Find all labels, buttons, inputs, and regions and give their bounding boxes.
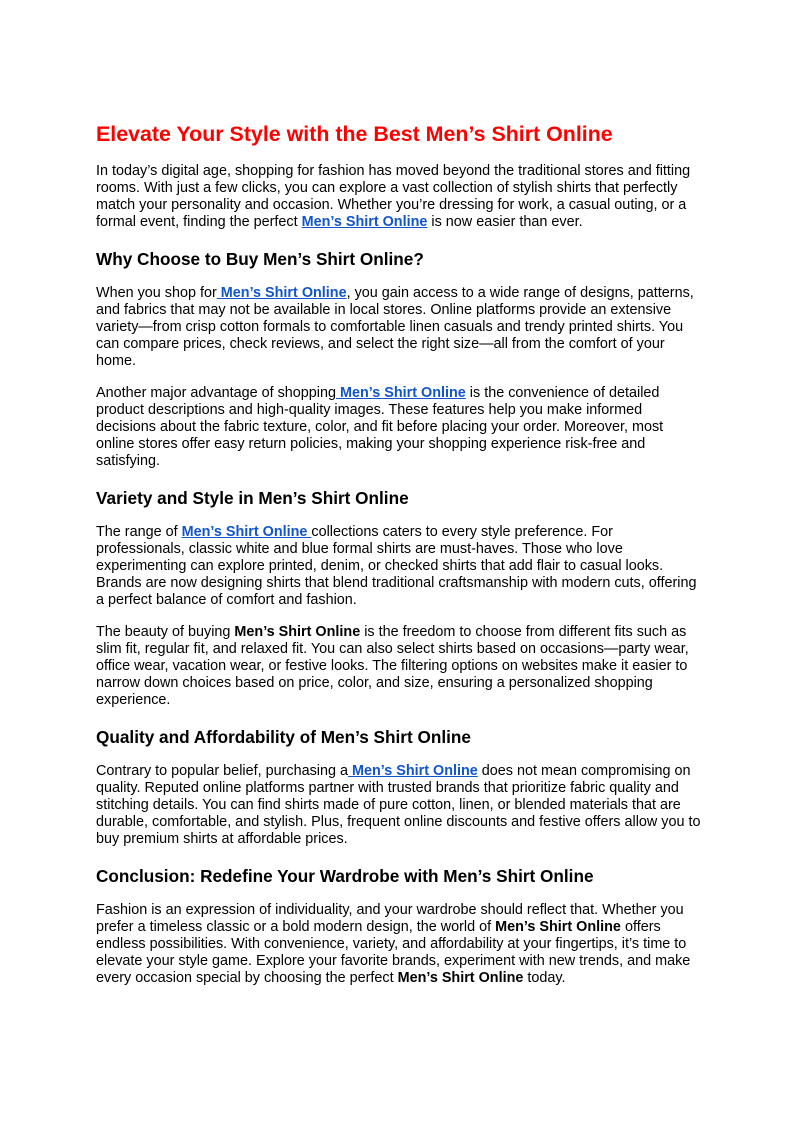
why-choose-paragraph-1 [96, 285, 702, 370]
variety-paragraph-1 [96, 524, 702, 609]
section-heading-conclusion: Conclusion: Redefine Your Wardrobe with Men’s Shirt Online [96, 866, 594, 886]
conclusion-p1-keyword-1: Men’s Shirt Online [495, 919, 621, 936]
why-choose-p2-text-2: is the convenience of detailed product descriptions and high-quality images. These features help you make informed decisions about the fabric texture, color, and fit before placing your order. Moreover, most online stores offer easy return policies, making your shopping experience risk-free and satisfying. [96, 385, 664, 470]
intro-link[interactable]: Men’s Shirt Online [301, 214, 428, 231]
quality-p1-text-1: Contrary to popular belief, purchasing a [96, 763, 348, 779]
why-choose-p1-link[interactable]: Men’s Shirt Online [216, 285, 347, 301]
conclusion-paragraph-1 [96, 902, 702, 987]
section-heading-why-choose: Why Choose to Buy Men’s Shirt Online? [96, 249, 424, 269]
variety-p2-keyword: Men’s Shirt Online [234, 624, 361, 640]
intro-paragraph [96, 163, 702, 231]
page-title: Elevate Your Style with the Best Men’s Shirt Online [96, 122, 613, 146]
variety-p1-text-1: The range of [96, 524, 182, 540]
quality-p1-link[interactable]: Men’s Shirt Online [347, 763, 478, 779]
quality-paragraph-1 [96, 763, 702, 848]
intro-text-1: In today’s digital age, shopping for fashion has moved beyond the traditional stores and fitting rooms. With just a few clicks, you can explore a vast collection of stylish shirts that perfectly match your personality and occasion. Whether you’re dressing for work, a casual outing, or a formal event, finding the perfect [96, 163, 691, 231]
why-choose-p1-text-1: When you shop for [96, 285, 217, 301]
why-choose-p2-link[interactable]: Men’s Shirt Online [336, 385, 466, 401]
section-heading-variety: Variety and Style in Men’s Shirt Online [96, 488, 409, 508]
conclusion-p1-text-3: today. [523, 970, 566, 987]
why-choose-paragraph-2 [96, 385, 702, 470]
variety-p1-link[interactable]: Men’s Shirt Online [181, 524, 312, 540]
conclusion-p1-keyword-2: Men’s Shirt Online [397, 970, 524, 987]
why-choose-p2-text-1: Another major advantage of shopping [96, 385, 337, 401]
intro-text-2: is now easier than ever. [427, 214, 583, 231]
section-heading-quality: Quality and Affordability of Men’s Shirt Online [96, 727, 471, 747]
conclusion-p1-text-1: Fashion is an expression of individuality, and your wardrobe should reflect that. Whether you prefer a timeless classic or a bold modern design, the world of [96, 902, 684, 936]
variety-p2-text-1: The beauty of buying [96, 624, 235, 640]
variety-p1-text-2: collections caters to every style preference. For professionals, classic white and blue formal shirts are must-haves. Those who love experimenting can explore printed, denim, or checked shirts that add flair to casual looks. Brands are now designing shirts that blend traditional craftsmanship with modern cuts, offering a perfect balance of comfort and fashion. [96, 524, 697, 609]
why-choose-p1-text-2: , you gain access to a wide range of designs, patterns, and fabrics that may not be available in local stores. Online platforms provide an extensive variety—from crisp cotton formals to comfortable linen casuals and trendy printed shirts. You can compare prices, check reviews, and select the right size—all from the comfort of your home. [96, 285, 694, 370]
conclusion-p1-text-2: offers endless possibilities. With convenience, variety, and affordability at your fingertips, it’s time to elevate your style game. Explore your favorite brands, experiment with new trends, and make every occasion special by choosing the perfect [96, 919, 691, 987]
quality-p1-text-2: does not mean compromising on quality. Reputed online platforms partner with trusted brands that prioritize fabric quality and stitching details. You can find shirts made of pure cotton, linen, or blended materials that are durable, comfortable, and stylish. Plus, frequent online discounts and festive offers allow you to buy premium shirts at affordable prices. [96, 763, 701, 848]
variety-paragraph-2 [96, 624, 702, 709]
variety-p2-text-2: is the freedom to choose from different fits such as slim fit, regular fit, and relaxed fit. You can also select shirts based on occasions—party wear, office wear, vacation wear, or festive looks. The filtering options on websites make it easier to narrow down choices based on price, color, and size, ensuring a personalized shopping experience. [96, 624, 689, 709]
